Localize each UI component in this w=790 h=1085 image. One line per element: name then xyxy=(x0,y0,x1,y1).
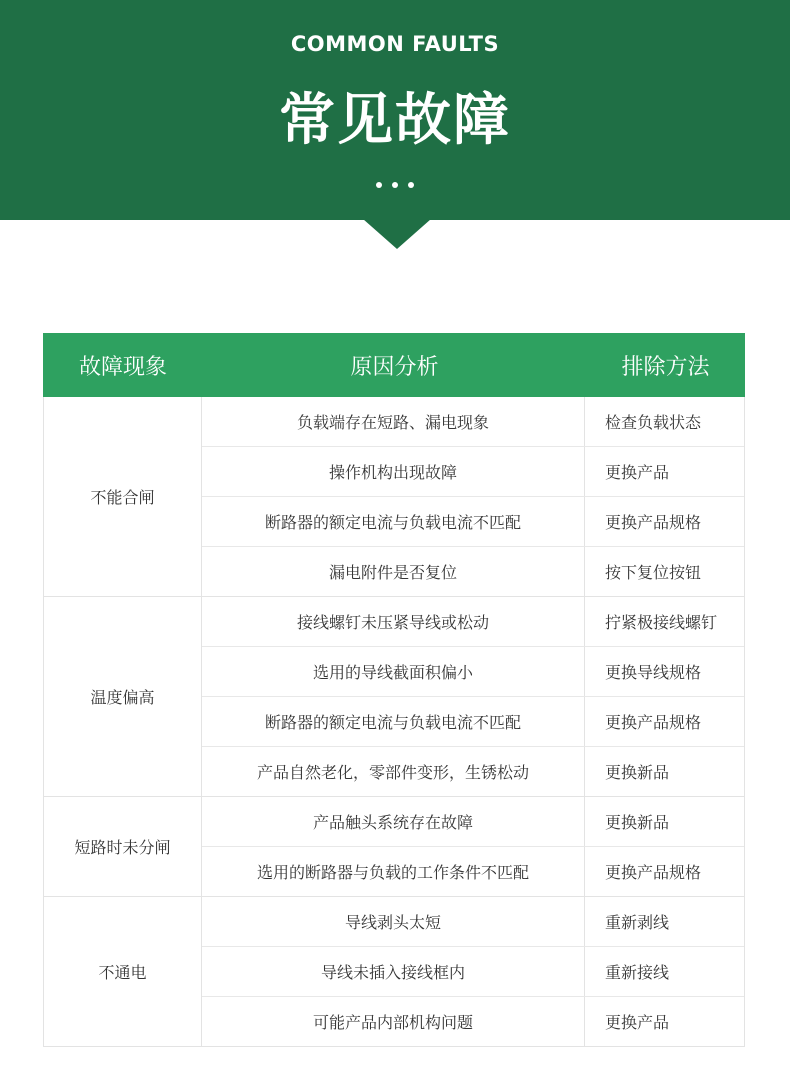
table-body xyxy=(43,397,745,1047)
table-row xyxy=(202,547,744,596)
table-row xyxy=(202,447,744,497)
cause-cell: 导线未插入接线框内 xyxy=(202,947,585,996)
table-row xyxy=(202,397,744,447)
header-banner xyxy=(0,0,790,220)
cause-cell: 导线剥头太短 xyxy=(202,897,585,946)
dot-icon xyxy=(376,182,382,188)
table-row xyxy=(202,647,744,697)
down-arrow-icon xyxy=(363,219,431,249)
cause-cell: 可能产品内部机构问题 xyxy=(202,997,585,1046)
table-row xyxy=(202,697,744,747)
cause-cell: 断路器的额定电流与负载电流不匹配 xyxy=(202,697,585,746)
cause-cell: 选用的断路器与负载的工作条件不匹配 xyxy=(202,847,585,896)
fault-group xyxy=(44,597,744,797)
table-row xyxy=(202,947,744,997)
fix-cell: 重新剥线 xyxy=(605,913,670,932)
dot-icon xyxy=(392,182,398,188)
fault-rows xyxy=(202,897,744,1046)
fix-cell: 更换产品规格 xyxy=(605,513,702,532)
cause-cell: 接线螺钉未压紧导线或松动 xyxy=(202,597,585,646)
fix-cell: 更换新品 xyxy=(605,763,670,782)
header-phenomenon: 故障现象 xyxy=(78,354,167,380)
faults-table xyxy=(43,333,745,1047)
fix-cell: 更换产品规格 xyxy=(605,863,702,882)
table-row xyxy=(202,897,744,947)
fix-cell: 更换新品 xyxy=(605,813,670,832)
title-chinese: 常见故障 xyxy=(279,88,511,153)
fix-cell: 重新接线 xyxy=(605,963,670,982)
table-row xyxy=(202,797,744,847)
fault-phenomenon: 不能合闸 xyxy=(44,397,202,596)
cause-cell: 负载端存在短路、漏电现象 xyxy=(202,397,585,446)
cause-cell: 漏电附件是否复位 xyxy=(202,547,585,596)
fix-cell: 检查负载状态 xyxy=(605,413,702,432)
table-row xyxy=(202,597,744,647)
fault-phenomenon: 短路时未分闸 xyxy=(44,797,202,896)
header-fix: 排除方法 xyxy=(621,354,710,380)
fault-group xyxy=(44,797,744,897)
fault-group xyxy=(44,397,744,597)
fault-rows xyxy=(202,797,744,896)
table-header xyxy=(43,333,745,397)
table-row xyxy=(202,747,744,796)
fault-group xyxy=(44,897,744,1047)
table-row xyxy=(202,847,744,896)
table-row xyxy=(202,997,744,1046)
dots-decoration xyxy=(0,182,790,188)
fault-phenomenon: 不通电 xyxy=(44,897,202,1046)
dot-icon xyxy=(408,182,414,188)
table-row xyxy=(202,497,744,547)
header-cause: 原因分析 xyxy=(350,354,439,380)
fix-cell: 更换导线规格 xyxy=(605,663,702,682)
cause-cell: 选用的导线截面积偏小 xyxy=(202,647,585,696)
fix-cell: 更换产品 xyxy=(605,1013,670,1032)
cause-cell: 产品触头系统存在故障 xyxy=(202,797,585,846)
cause-cell: 断路器的额定电流与负载电流不匹配 xyxy=(202,497,585,546)
fault-rows xyxy=(202,397,744,596)
fix-cell: 更换产品 xyxy=(605,463,670,482)
fix-cell: 按下复位按钮 xyxy=(605,563,702,582)
cause-cell: 操作机构出现故障 xyxy=(202,447,585,496)
fix-cell: 拧紧极接线螺钉 xyxy=(605,613,718,632)
cause-cell: 产品自然老化，零部件变形，生锈松动 xyxy=(202,747,585,796)
fault-rows xyxy=(202,597,744,796)
title-english: COMMON FAULTS xyxy=(290,32,500,56)
fix-cell: 更换产品规格 xyxy=(605,713,702,732)
fault-phenomenon: 温度偏高 xyxy=(44,597,202,796)
